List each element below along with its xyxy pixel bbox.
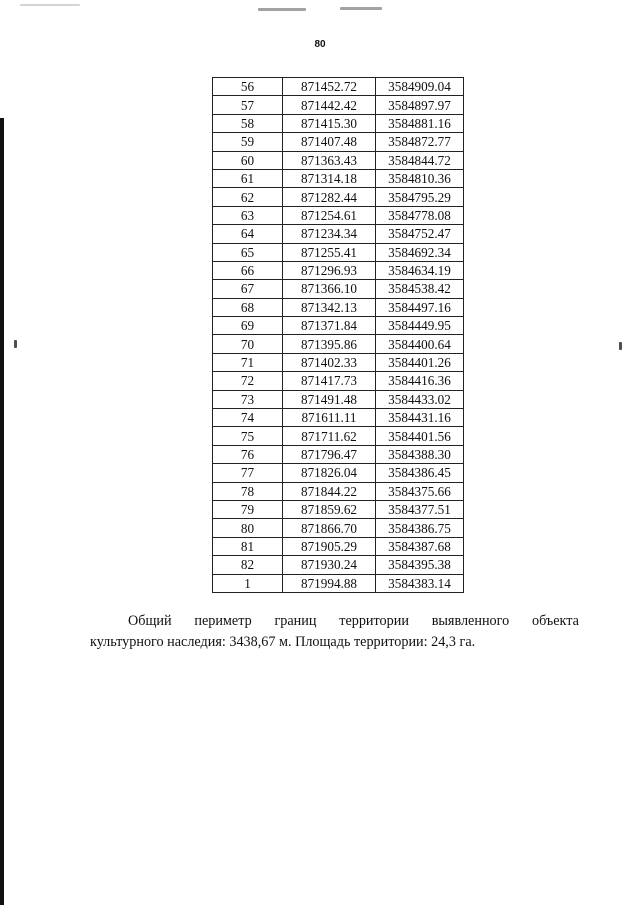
x-coordinate-cell: 871363.43 <box>283 151 376 169</box>
point-number-cell: 61 <box>213 169 283 187</box>
y-coordinate-cell: 3584375.66 <box>376 482 464 500</box>
y-coordinate-cell: 3584377.51 <box>376 500 464 518</box>
x-coordinate-cell: 871254.61 <box>283 206 376 224</box>
table-row <box>213 261 464 279</box>
table-row <box>213 133 464 151</box>
table-row <box>213 500 464 518</box>
table-row <box>213 574 464 592</box>
point-number-cell: 78 <box>213 482 283 500</box>
y-coordinate-cell: 3584401.56 <box>376 427 464 445</box>
y-coordinate-cell: 3584386.75 <box>376 519 464 537</box>
y-coordinate-cell: 3584844.72 <box>376 151 464 169</box>
x-coordinate-cell: 871415.30 <box>283 114 376 132</box>
x-coordinate-cell: 871417.73 <box>283 372 376 390</box>
summary-paragraph <box>90 611 579 653</box>
point-number-cell: 80 <box>213 519 283 537</box>
x-coordinate-cell: 871255.41 <box>283 243 376 261</box>
table-row <box>213 409 464 427</box>
summary-word: объекта <box>531 613 579 629</box>
x-coordinate-cell: 871796.47 <box>283 445 376 463</box>
point-number-cell: 67 <box>213 280 283 298</box>
table-row <box>213 206 464 224</box>
point-number-cell: 74 <box>213 409 283 427</box>
table-row <box>213 225 464 243</box>
point-number-cell: 70 <box>213 335 283 353</box>
y-coordinate-cell: 3584449.95 <box>376 317 464 335</box>
scan-left-edge-bar <box>0 118 4 905</box>
table-row <box>213 427 464 445</box>
y-coordinate-cell: 3584383.14 <box>376 574 464 592</box>
x-coordinate-cell: 871314.18 <box>283 169 376 187</box>
point-number-cell: 65 <box>213 243 283 261</box>
table-row <box>213 537 464 555</box>
x-coordinate-cell: 871859.62 <box>283 500 376 518</box>
x-coordinate-cell: 871994.88 <box>283 574 376 592</box>
summary-line-1 <box>90 611 579 632</box>
x-coordinate-cell: 871711.62 <box>283 427 376 445</box>
point-number-cell: 71 <box>213 353 283 371</box>
point-number-cell: 56 <box>213 78 283 96</box>
y-coordinate-cell: 3584387.68 <box>376 537 464 555</box>
table-row <box>213 188 464 206</box>
table-row <box>213 390 464 408</box>
x-coordinate-cell: 871826.04 <box>283 464 376 482</box>
table-row <box>213 96 464 114</box>
y-coordinate-cell: 3584810.36 <box>376 169 464 187</box>
x-coordinate-cell: 871402.33 <box>283 353 376 371</box>
y-coordinate-cell: 3584634.19 <box>376 261 464 279</box>
x-coordinate-cell: 871296.93 <box>283 261 376 279</box>
scan-artifact-top-3 <box>20 4 80 6</box>
x-coordinate-cell: 871930.24 <box>283 556 376 574</box>
coordinates-table-body <box>213 78 464 593</box>
table-row <box>213 482 464 500</box>
scan-artifact-top-1 <box>258 8 306 11</box>
point-number-cell: 59 <box>213 133 283 151</box>
table-row <box>213 298 464 316</box>
table-row <box>213 78 464 96</box>
point-number-cell: 57 <box>213 96 283 114</box>
scan-speck-left <box>14 340 17 348</box>
summary-line-2: культурного наследия: 3438,67 м. Площадь территории: 24,3 га. <box>90 634 476 650</box>
table-row <box>213 151 464 169</box>
x-coordinate-cell: 871371.84 <box>283 317 376 335</box>
x-coordinate-cell: 871342.13 <box>283 298 376 316</box>
summary-word: выявленного <box>431 613 510 629</box>
x-coordinate-cell: 871844.22 <box>283 482 376 500</box>
point-number-cell: 63 <box>213 206 283 224</box>
table-row <box>213 372 464 390</box>
point-number-cell: 1 <box>213 574 283 592</box>
y-coordinate-cell: 3584692.34 <box>376 243 464 261</box>
table-row <box>213 169 464 187</box>
table-row <box>213 243 464 261</box>
x-coordinate-cell: 871611.11 <box>283 409 376 427</box>
page-number: 80 <box>314 39 326 50</box>
point-number-cell: 72 <box>213 372 283 390</box>
summary-word: Общий <box>128 613 172 629</box>
summary-word: периметр <box>194 613 252 629</box>
y-coordinate-cell: 3584433.02 <box>376 390 464 408</box>
point-number-cell: 76 <box>213 445 283 463</box>
y-coordinate-cell: 3584872.77 <box>376 133 464 151</box>
x-coordinate-cell: 871407.48 <box>283 133 376 151</box>
point-number-cell: 77 <box>213 464 283 482</box>
y-coordinate-cell: 3584388.30 <box>376 445 464 463</box>
summary-word: территории <box>339 613 409 629</box>
x-coordinate-cell: 871866.70 <box>283 519 376 537</box>
point-number-cell: 79 <box>213 500 283 518</box>
y-coordinate-cell: 3584400.64 <box>376 335 464 353</box>
point-number-cell: 82 <box>213 556 283 574</box>
y-coordinate-cell: 3584752.47 <box>376 225 464 243</box>
point-number-cell: 64 <box>213 225 283 243</box>
point-number-cell: 73 <box>213 390 283 408</box>
table-row <box>213 519 464 537</box>
table-row <box>213 114 464 132</box>
table-row <box>213 445 464 463</box>
point-number-cell: 62 <box>213 188 283 206</box>
y-coordinate-cell: 3584431.16 <box>376 409 464 427</box>
summary-word: границ <box>274 613 317 629</box>
y-coordinate-cell: 3584386.45 <box>376 464 464 482</box>
point-number-cell: 68 <box>213 298 283 316</box>
y-coordinate-cell: 3584395.38 <box>376 556 464 574</box>
x-coordinate-cell: 871282.44 <box>283 188 376 206</box>
point-number-cell: 69 <box>213 317 283 335</box>
table-row <box>213 353 464 371</box>
point-number-cell: 75 <box>213 427 283 445</box>
point-number-cell: 60 <box>213 151 283 169</box>
y-coordinate-cell: 3584401.26 <box>376 353 464 371</box>
x-coordinate-cell: 871366.10 <box>283 280 376 298</box>
y-coordinate-cell: 3584416.36 <box>376 372 464 390</box>
x-coordinate-cell: 871905.29 <box>283 537 376 555</box>
x-coordinate-cell: 871234.34 <box>283 225 376 243</box>
coordinates-table <box>212 77 464 593</box>
point-number-cell: 66 <box>213 261 283 279</box>
scan-speck-right <box>619 342 622 350</box>
y-coordinate-cell: 3584497.16 <box>376 298 464 316</box>
y-coordinate-cell: 3584538.42 <box>376 280 464 298</box>
table-row <box>213 317 464 335</box>
x-coordinate-cell: 871452.72 <box>283 78 376 96</box>
table-row <box>213 464 464 482</box>
y-coordinate-cell: 3584881.16 <box>376 114 464 132</box>
x-coordinate-cell: 871395.86 <box>283 335 376 353</box>
y-coordinate-cell: 3584778.08 <box>376 206 464 224</box>
scan-artifact-top-2 <box>340 7 382 10</box>
y-coordinate-cell: 3584909.04 <box>376 78 464 96</box>
point-number-cell: 81 <box>213 537 283 555</box>
y-coordinate-cell: 3584897.97 <box>376 96 464 114</box>
point-number-cell: 58 <box>213 114 283 132</box>
x-coordinate-cell: 871491.48 <box>283 390 376 408</box>
y-coordinate-cell: 3584795.29 <box>376 188 464 206</box>
table-row <box>213 280 464 298</box>
table-row <box>213 556 464 574</box>
table-row <box>213 335 464 353</box>
x-coordinate-cell: 871442.42 <box>283 96 376 114</box>
